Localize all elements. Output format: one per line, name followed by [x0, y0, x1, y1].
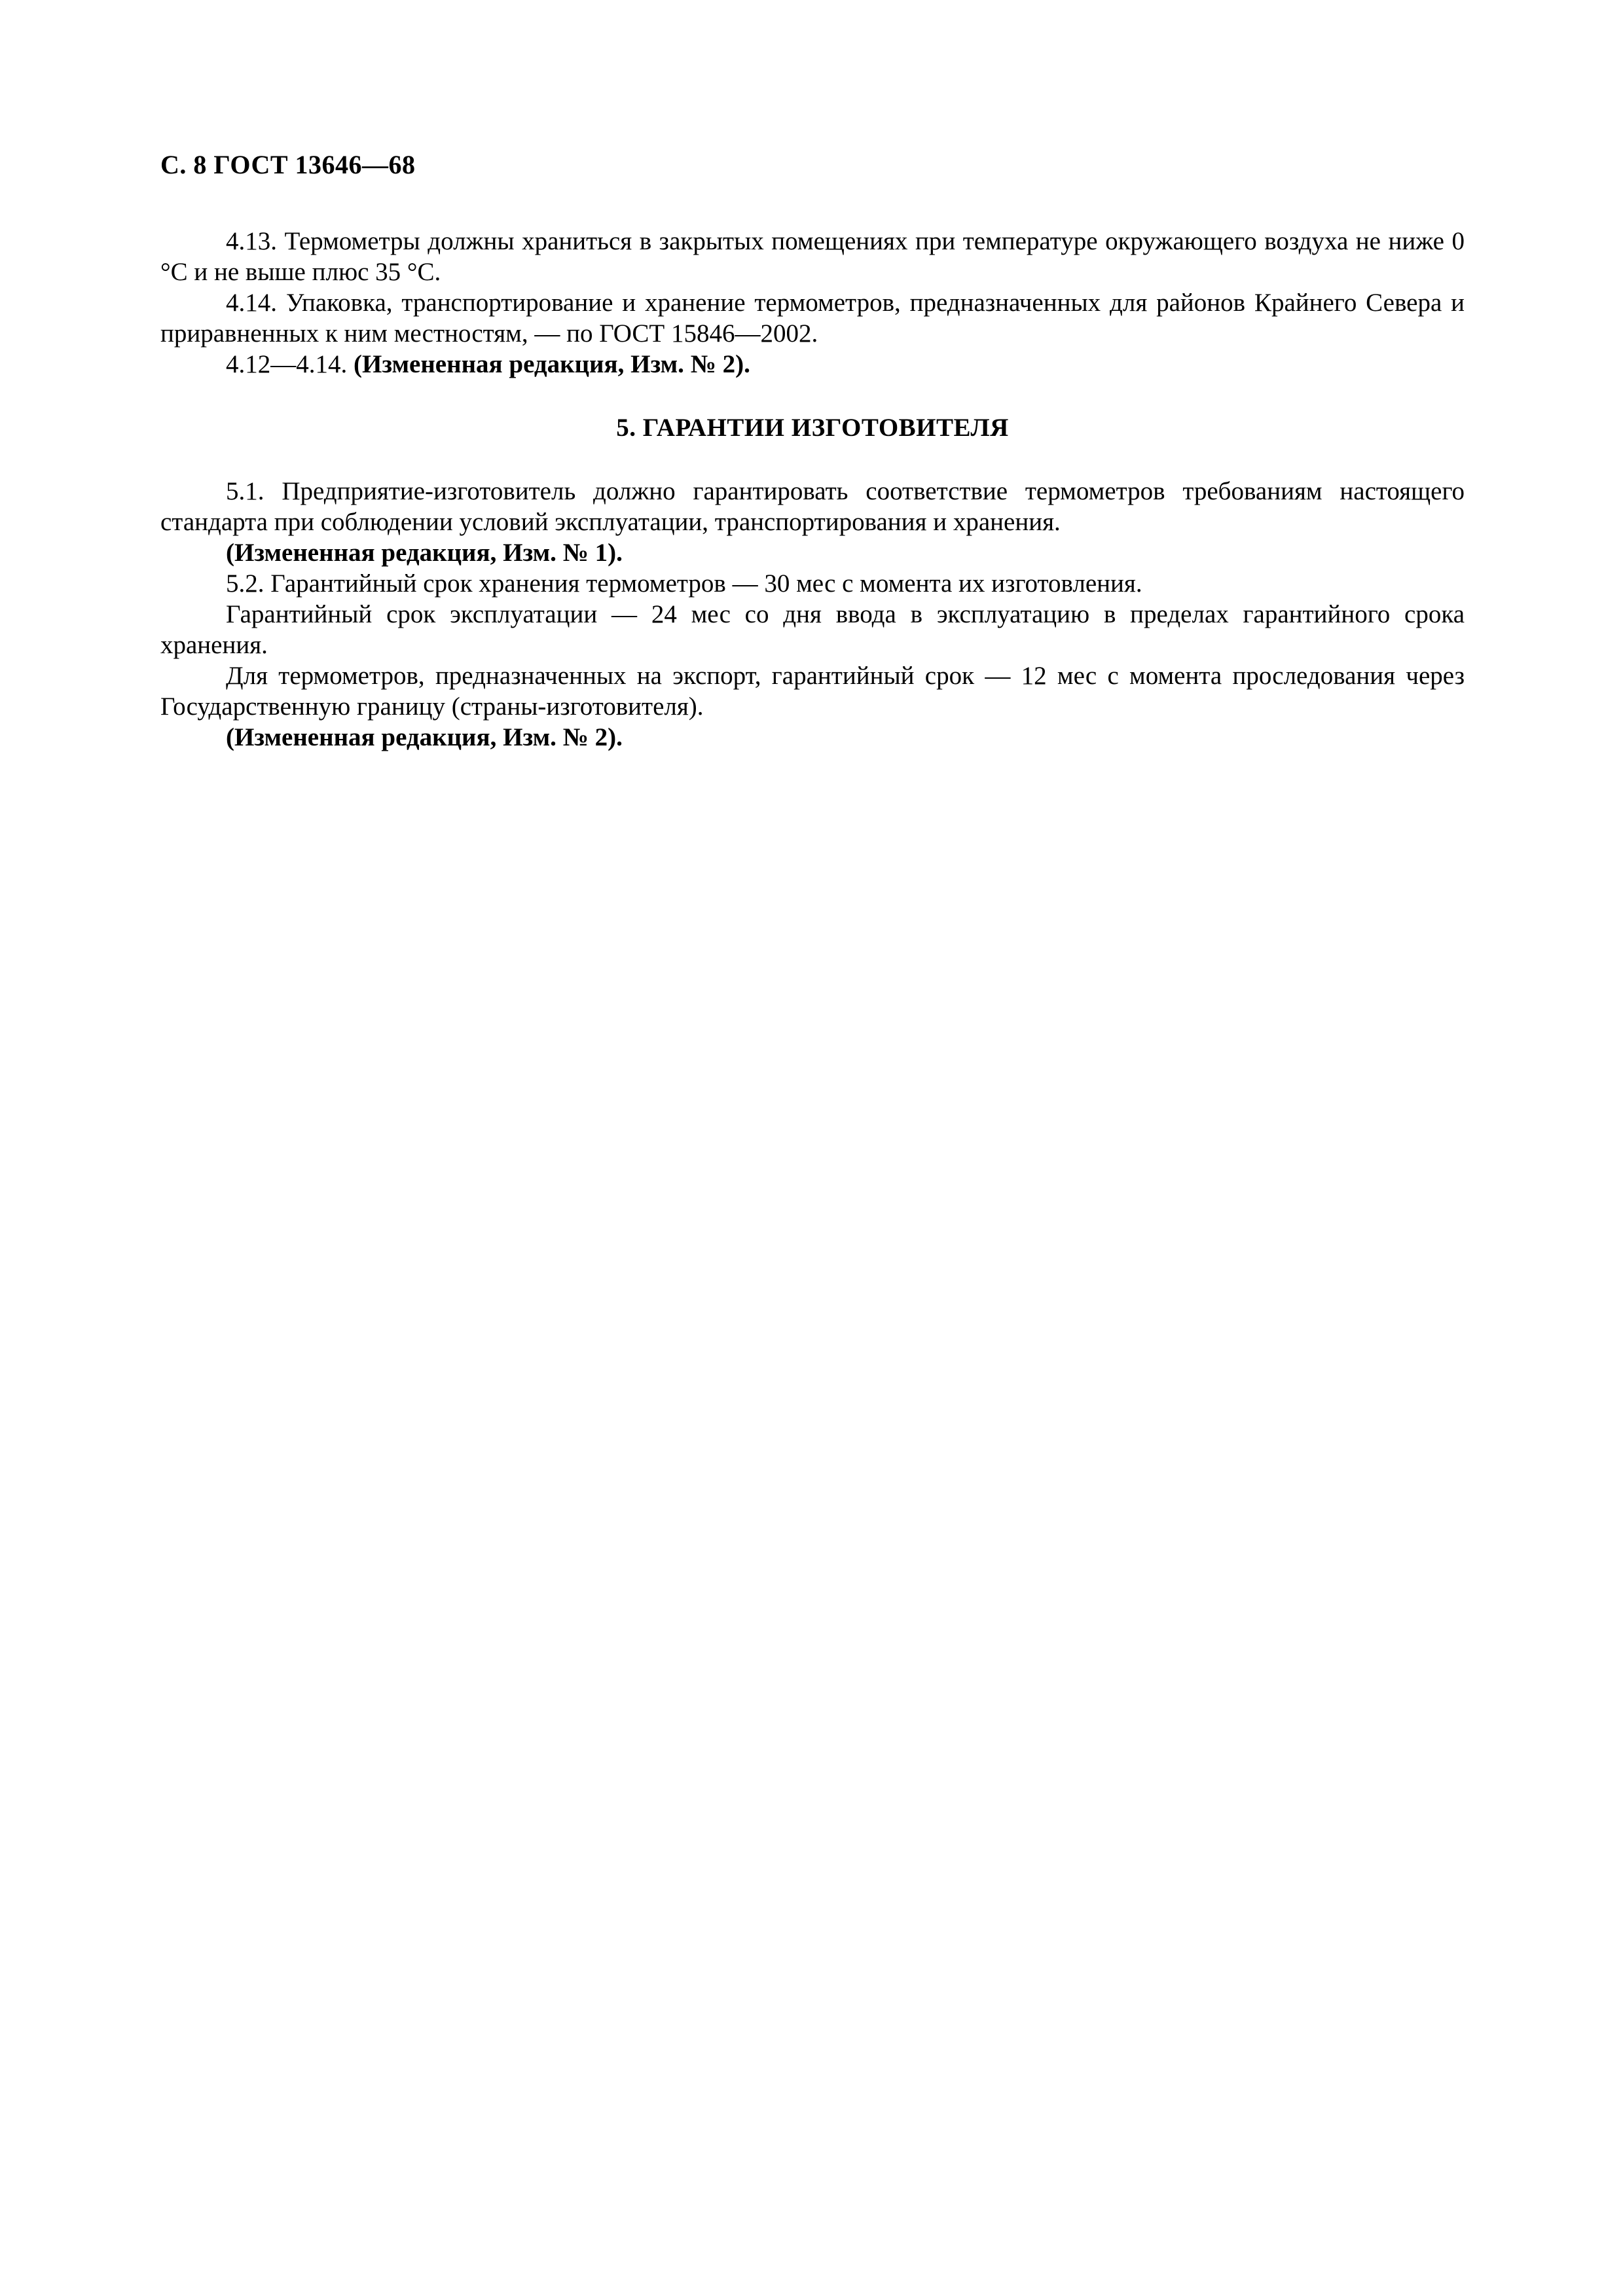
paragraph-5-2-export: Для термометров, предназначенных на экспорт, гарантийный срок — 12 мес с момента проследования через Государственную границу (страны-изготовителя). — [160, 662, 1465, 721]
paragraph-4-12-4-14 — [160, 349, 1465, 380]
paragraph-5-1: 5.1. Предприятие-изготовитель должно гарантировать соответствие термометров требованиям настоящего стандарта при соблюдении условий эксплуатации, транспортирования и хранения. — [160, 477, 1465, 536]
paragraph-4-14: 4.14. Упаковка, транспортирование и хранение термометров, предназначенных для районов Крайнего Севера и приравненных к ним местностям, — по ГОСТ 15846—2002. — [160, 289, 1465, 348]
paragraph-5-1-amendment-note: (Измененная редакция, Изм. № 1). — [226, 539, 623, 567]
paragraph-4-13: 4.13. Термометры должны храниться в закрытых помещениях при температуре окружающего воздуха не ниже 0 °С и не выше плюс 35 °С. — [160, 227, 1465, 286]
document-body — [160, 226, 1465, 753]
paragraph-5-2-amendment-note: (Измененная редакция, Изм. № 2). — [226, 723, 623, 751]
amendment-note-2-bold: (Измененная редакция, Изм. № 2). — [354, 350, 750, 378]
paragraph-4-12-prefix: 4.12—4.14. — [226, 350, 354, 378]
page-header-text: С. 8 ГОСТ 13646—68 — [160, 150, 416, 179]
page-header — [160, 149, 1465, 180]
section-5-heading: 5. ГАРАНТИИ ИЗГОТОВИТЕЛЯ — [616, 414, 1009, 442]
paragraph-5-2-warranty-operation: Гарантийный срок эксплуатации — 24 мес со дня ввода в эксплуатацию в пределах гарантийного срока хранения. — [160, 600, 1465, 659]
paragraph-5-2: 5.2. Гарантийный срок хранения термометров — 30 мес с момента их изготовления. — [226, 569, 1142, 598]
